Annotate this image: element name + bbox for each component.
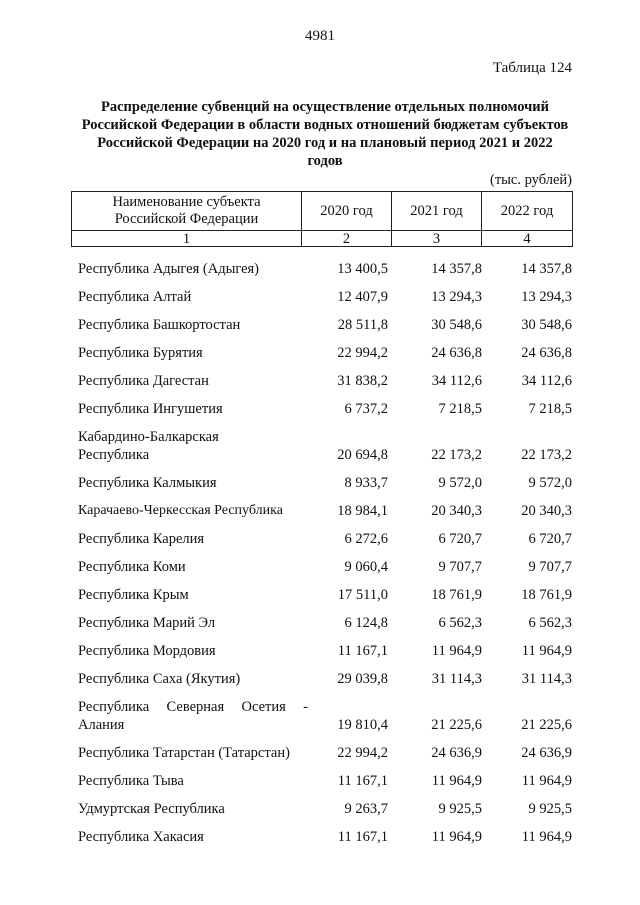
- value-2021: 7 218,5: [438, 401, 482, 417]
- table-row: [71, 688, 572, 734]
- region-name: Республика Крым: [78, 587, 189, 603]
- header-2021: 2021 год: [392, 192, 482, 231]
- value-2021: 22 173,2: [431, 447, 482, 463]
- value-2020: 19 810,4: [337, 717, 388, 733]
- region-name: Республика Хакасия: [78, 829, 204, 845]
- value-2020: 11 167,1: [337, 829, 388, 845]
- page-number: 4981: [305, 28, 335, 44]
- table-row: [71, 548, 572, 576]
- region-name: Кабардино-Балкарская Республика: [78, 429, 219, 463]
- value-2020: 20 694,8: [337, 447, 388, 463]
- value-2020: 8 933,7: [344, 475, 388, 491]
- table-body: [71, 250, 572, 846]
- value-2022: 20 340,3: [521, 503, 572, 519]
- table-row: [71, 790, 572, 818]
- value-2020: 31 838,2: [337, 373, 388, 389]
- units-label: (тыс. рублей): [490, 172, 572, 188]
- value-2020: 22 994,2: [337, 345, 388, 361]
- value-2021: 34 112,6: [431, 373, 482, 389]
- region-name: Республика Мордовия: [78, 643, 216, 659]
- table-row: [71, 334, 572, 362]
- value-2021: 13 294,3: [431, 289, 482, 305]
- value-2022: 22 173,2: [521, 447, 572, 463]
- value-2021: 11 964,9: [431, 829, 482, 845]
- value-2020: 11 167,1: [337, 643, 388, 659]
- value-2022: 13 294,3: [521, 289, 572, 305]
- region-name: Республика Северная Осетия - Алания: [78, 699, 308, 733]
- table-label: Таблица 124: [492, 60, 572, 76]
- value-2022: 34 112,6: [521, 373, 572, 389]
- table-row: [71, 390, 572, 418]
- value-2021: 9 572,0: [438, 475, 482, 491]
- value-2020: 29 039,8: [337, 671, 388, 687]
- region-name: Республика Бурятия: [78, 345, 203, 361]
- value-2021: 24 636,9: [431, 745, 482, 761]
- value-2020: 13 400,5: [337, 261, 388, 277]
- region-name: Республика Саха (Якутия): [78, 671, 241, 687]
- table-row: [71, 418, 572, 464]
- value-2021: 9 707,7: [438, 559, 482, 575]
- value-2022: 18 761,9: [521, 587, 572, 603]
- value-2022: 6 562,3: [528, 615, 572, 631]
- region-name: Республика Карелия: [78, 531, 205, 547]
- column-number: 4: [482, 231, 573, 247]
- value-2020: 22 994,2: [337, 745, 388, 761]
- value-2021: 24 636,8: [431, 345, 482, 361]
- value-2020: 28 511,8: [337, 317, 388, 333]
- value-2022: 6 720,7: [528, 531, 572, 547]
- value-2021: 14 357,8: [431, 261, 482, 277]
- value-2021: 31 114,3: [431, 671, 482, 687]
- table-row: [71, 660, 572, 688]
- column-number: 3: [392, 231, 482, 247]
- value-2020: 6 124,8: [344, 615, 388, 631]
- table-row: [71, 818, 572, 846]
- column-number: 2: [302, 231, 392, 247]
- header-name: Наименование субъекта Российской Федерации: [72, 192, 302, 231]
- region-name: Республика Алтай: [78, 289, 192, 305]
- value-2022: 9 925,5: [528, 801, 572, 817]
- value-2020: 9 060,4: [344, 559, 388, 575]
- value-2020: 6 737,2: [344, 401, 388, 417]
- region-name: Республика Коми: [78, 559, 186, 575]
- table-header: [71, 191, 573, 247]
- value-2021: 20 340,3: [431, 503, 482, 519]
- header-2020: 2020 год: [302, 192, 392, 231]
- table-row: [71, 278, 572, 306]
- region-name: Республика Марий Эл: [78, 615, 216, 631]
- value-2022: 24 636,9: [521, 745, 572, 761]
- region-name: Республика Башкортостан: [78, 317, 241, 333]
- table-row: [71, 734, 572, 762]
- document-title: Распределение субвенций на осуществление отдельных полномочий Российской Федерации в области водных отношений бюджетам субъектов Российской Федерации на 2020 год и на плановый период 2021 и 2022 годов: [81, 99, 569, 169]
- table-row: [71, 250, 572, 278]
- value-2022: 11 964,9: [521, 773, 572, 789]
- value-2022: 31 114,3: [521, 671, 572, 687]
- value-2022: 9 707,7: [528, 559, 572, 575]
- table-row: [71, 604, 572, 632]
- header-2022: 2022 год: [482, 192, 573, 231]
- region-name: Республика Калмыкия: [78, 475, 217, 491]
- value-2020: 17 511,0: [337, 587, 388, 603]
- value-2021: 11 964,9: [431, 643, 482, 659]
- value-2022: 7 218,5: [528, 401, 572, 417]
- table-row: [71, 762, 572, 790]
- region-name: Удмуртская Республика: [78, 801, 225, 817]
- value-2021: 30 548,6: [431, 317, 482, 333]
- value-2020: 18 984,1: [337, 503, 388, 519]
- value-2021: 21 225,6: [431, 717, 482, 733]
- value-2021: 6 720,7: [438, 531, 482, 547]
- region-name: Республика Дагестан: [78, 373, 209, 389]
- table-row: [71, 492, 572, 520]
- value-2022: 14 357,8: [521, 261, 572, 277]
- value-2022: 11 964,9: [521, 829, 572, 845]
- table-row: [71, 576, 572, 604]
- value-2022: 30 548,6: [521, 317, 572, 333]
- value-2021: 9 925,5: [438, 801, 482, 817]
- value-2022: 11 964,9: [521, 643, 572, 659]
- value-2022: 21 225,6: [521, 717, 572, 733]
- value-2021: 6 562,3: [438, 615, 482, 631]
- value-2022: 9 572,0: [528, 475, 572, 491]
- table-row: [71, 520, 572, 548]
- value-2020: 6 272,6: [344, 531, 388, 547]
- value-2020: 9 263,7: [344, 801, 388, 817]
- table-row: [71, 632, 572, 660]
- table-row: [71, 362, 572, 390]
- region-name: Республика Адыгея (Адыгея): [78, 261, 260, 277]
- region-name: Республика Ингушетия: [78, 401, 223, 417]
- value-2020: 11 167,1: [337, 773, 388, 789]
- column-number: 1: [72, 231, 302, 247]
- table-row: [71, 306, 572, 334]
- table-row: [71, 464, 572, 492]
- region-name: Республика Татарстан (Татарстан): [78, 745, 290, 761]
- value-2020: 12 407,9: [337, 289, 388, 305]
- region-name: Карачаево-Черкесская Республика: [78, 503, 283, 518]
- value-2021: 18 761,9: [431, 587, 482, 603]
- value-2022: 24 636,8: [521, 345, 572, 361]
- value-2021: 11 964,9: [431, 773, 482, 789]
- region-name: Республика Тыва: [78, 773, 184, 789]
